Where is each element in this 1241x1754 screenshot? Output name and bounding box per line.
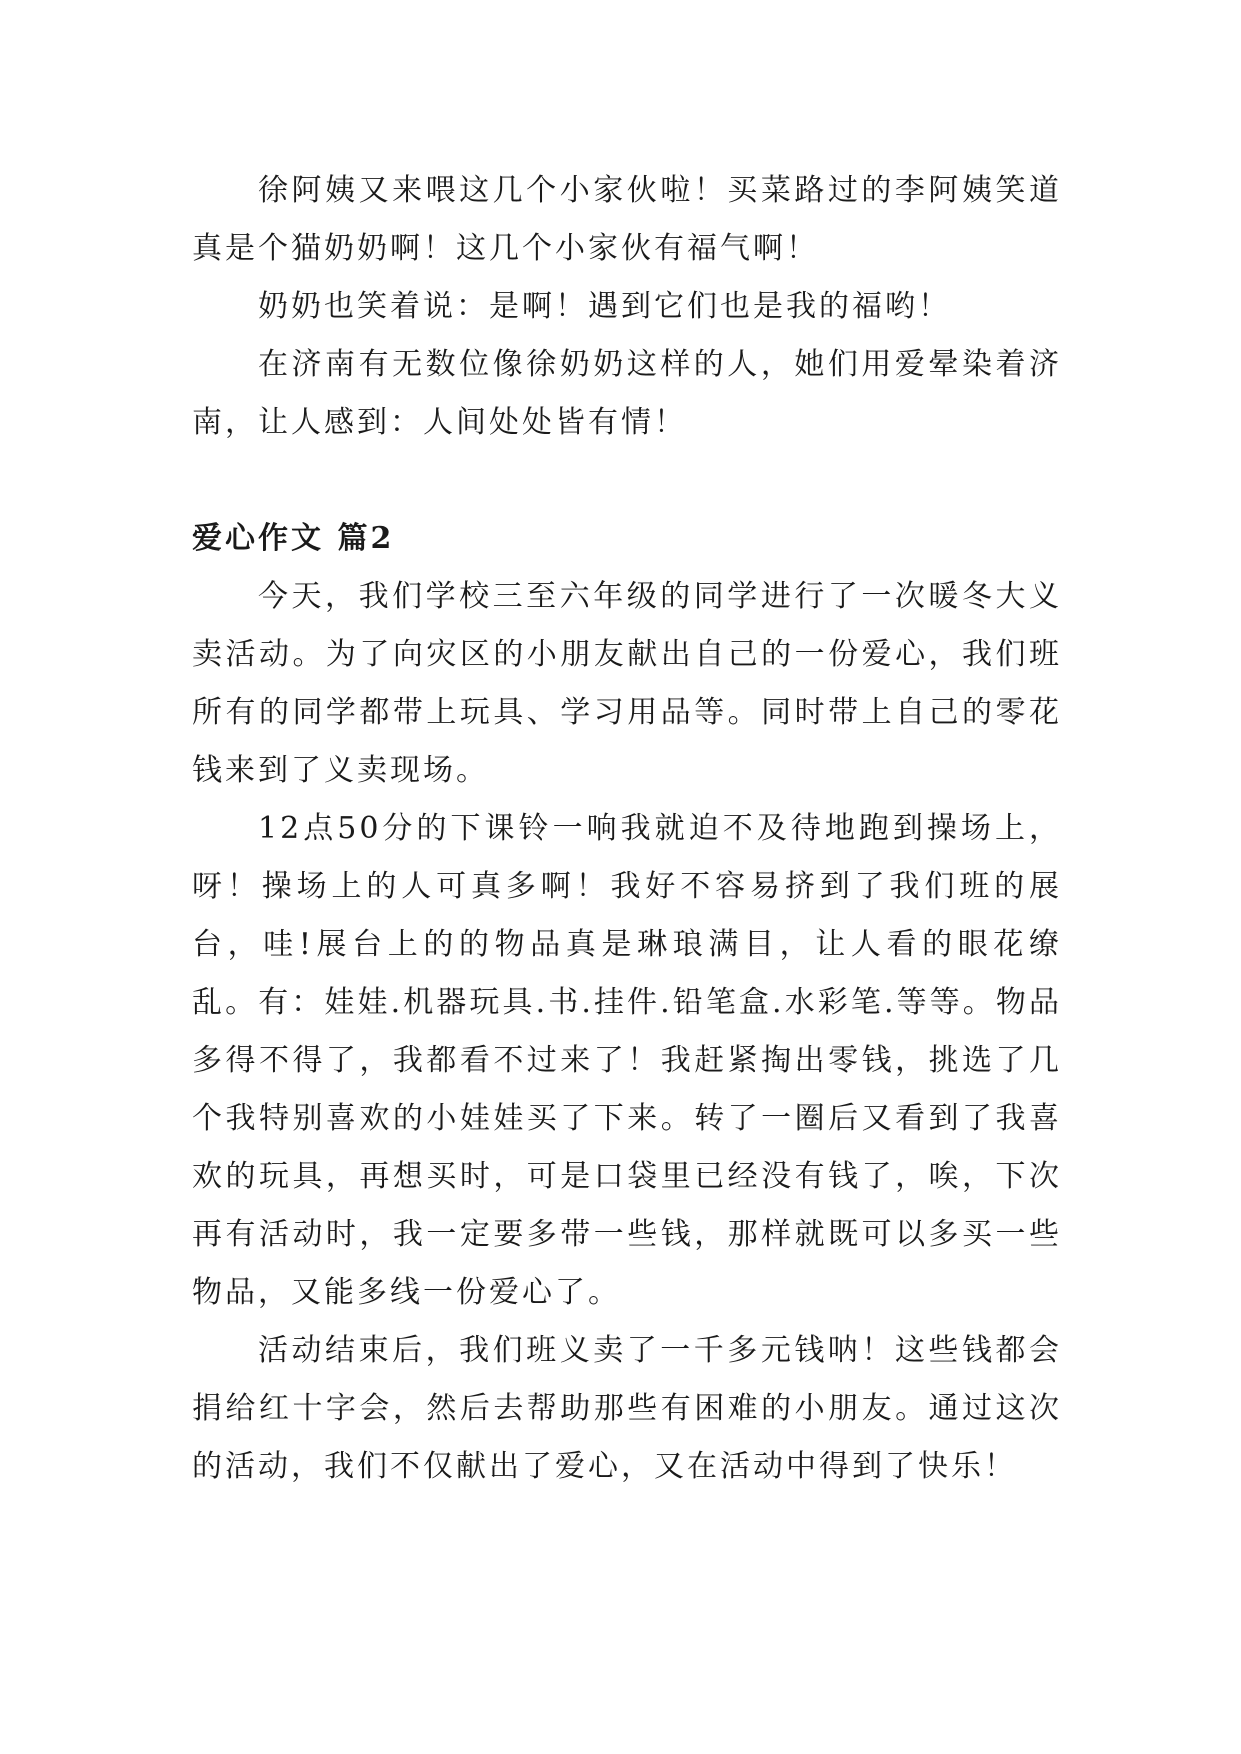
paragraph: 在济南有无数位像徐奶奶这样的人，她们用爱晕染着济南，让人感到：人间处处皆有情！ bbox=[192, 347, 1062, 440]
document-body bbox=[192, 162, 1062, 1496]
paragraph: 奶奶也笑着说：是啊！遇到它们也是我的福哟！ bbox=[258, 289, 951, 324]
paragraph: 徐阿姨又来喂这几个小家伙啦！买菜路过的李阿姨笑道真是个猫奶奶啊！这几个小家伙有福气啊！ bbox=[192, 173, 1062, 266]
paragraph: 12点50分的下课铃一响我就迫不及待地跑到操场上，呀！操场上的人可真多啊！我好不容易挤到了我们班的展台，哇!展台上的的物品真是琳琅满目，让人看的眼花缭乱。有：娃娃.机器玩具.书.挂件.铅笔盒.水彩笔.等等。物品多得不得了，我都看不过来了！我赶紧掏出零钱，挑选了几个我特别喜欢的小娃娃买了下来。转了一圈后又看到了我喜欢的玩具，再想买时，可是口袋里已经没有钱了，唉，下次再有活动时，我一定要多带一些钱，那样就既可以多买一些物品，又能多线一份爱心了。 bbox=[192, 811, 1062, 1310]
section-heading: 爱心作文 篇2 bbox=[192, 521, 395, 556]
paragraph: 活动结束后，我们班义卖了一千多元钱呐！这些钱都会捐给红十字会，然后去帮助那些有困难的小朋友。通过这次的活动，我们不仅献出了爱心，又在活动中得到了快乐！ bbox=[192, 1333, 1062, 1484]
paragraph: 今天，我们学校三至六年级的同学进行了一次暖冬大义卖活动。为了向灾区的小朋友献出自己的一份爱心，我们班所有的同学都带上玩具、学习用品等。同时带上自己的零花钱来到了义卖现场。 bbox=[192, 579, 1062, 788]
